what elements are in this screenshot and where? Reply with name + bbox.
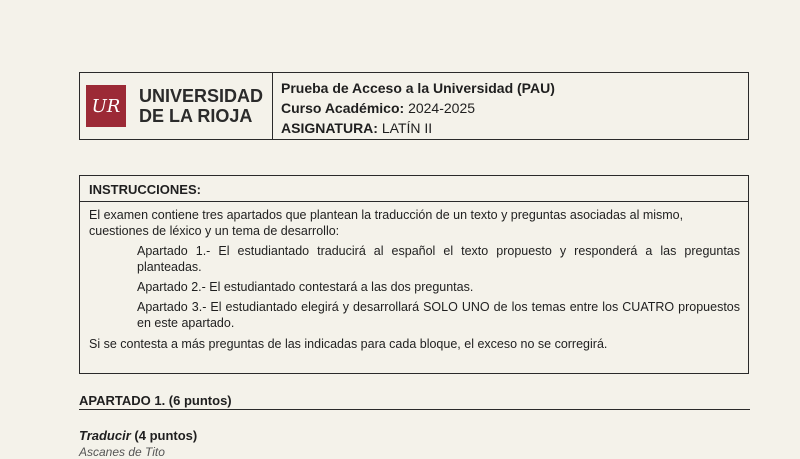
instructions-body: [80, 202, 748, 352]
subject: ASIGNATURA: LATÍN II: [281, 120, 433, 136]
instruction-item-3: Apartado 3.- El estudiantado elegirá y desarrollará SOLO UNO de los temas entre los CUATRO propuestos en este apartado.: [137, 300, 740, 330]
section-1-title: APARTADO 1. (6 puntos): [79, 393, 750, 410]
instructions-box: [79, 175, 749, 374]
university-name-line2: DE LA RIOJA: [139, 106, 253, 126]
university-name: [139, 86, 263, 126]
translate-heading: Traducir (4 puntos): [79, 428, 198, 443]
instruction-item-1: Apartado 1.- El estudiantado traducirá al español el texto propuesto y responderá a las preguntas planteadas.: [137, 244, 740, 274]
instructions-title: INSTRUCCIONES:: [80, 176, 748, 202]
instructions-footer: Si se contesta a más preguntas de las indicadas para cada bloque, el exceso no se corregirá.: [89, 337, 608, 351]
instructions-intro: El examen contiene tres apartados que plantean la traducción de un texto y preguntas asociadas al mismo, cuestiones de léxico y un tema de desarrollo:: [89, 208, 684, 238]
university-logo: [80, 73, 273, 139]
exam-header: [79, 72, 749, 140]
university-name-line1: UNIVERSIDAD: [139, 86, 264, 106]
instruction-item-2: Apartado 2.- El estudiantado contestará a las dos preguntas.: [137, 280, 474, 294]
university-emblem-icon: UR: [86, 85, 126, 127]
text-title-cut: Ascanes de Tito: [79, 445, 165, 459]
course-year: Curso Académico: 2024-2025: [281, 100, 476, 116]
exam-info: [273, 73, 555, 139]
exam-title: Prueba de Acceso a la Universidad (PAU): [281, 80, 555, 96]
